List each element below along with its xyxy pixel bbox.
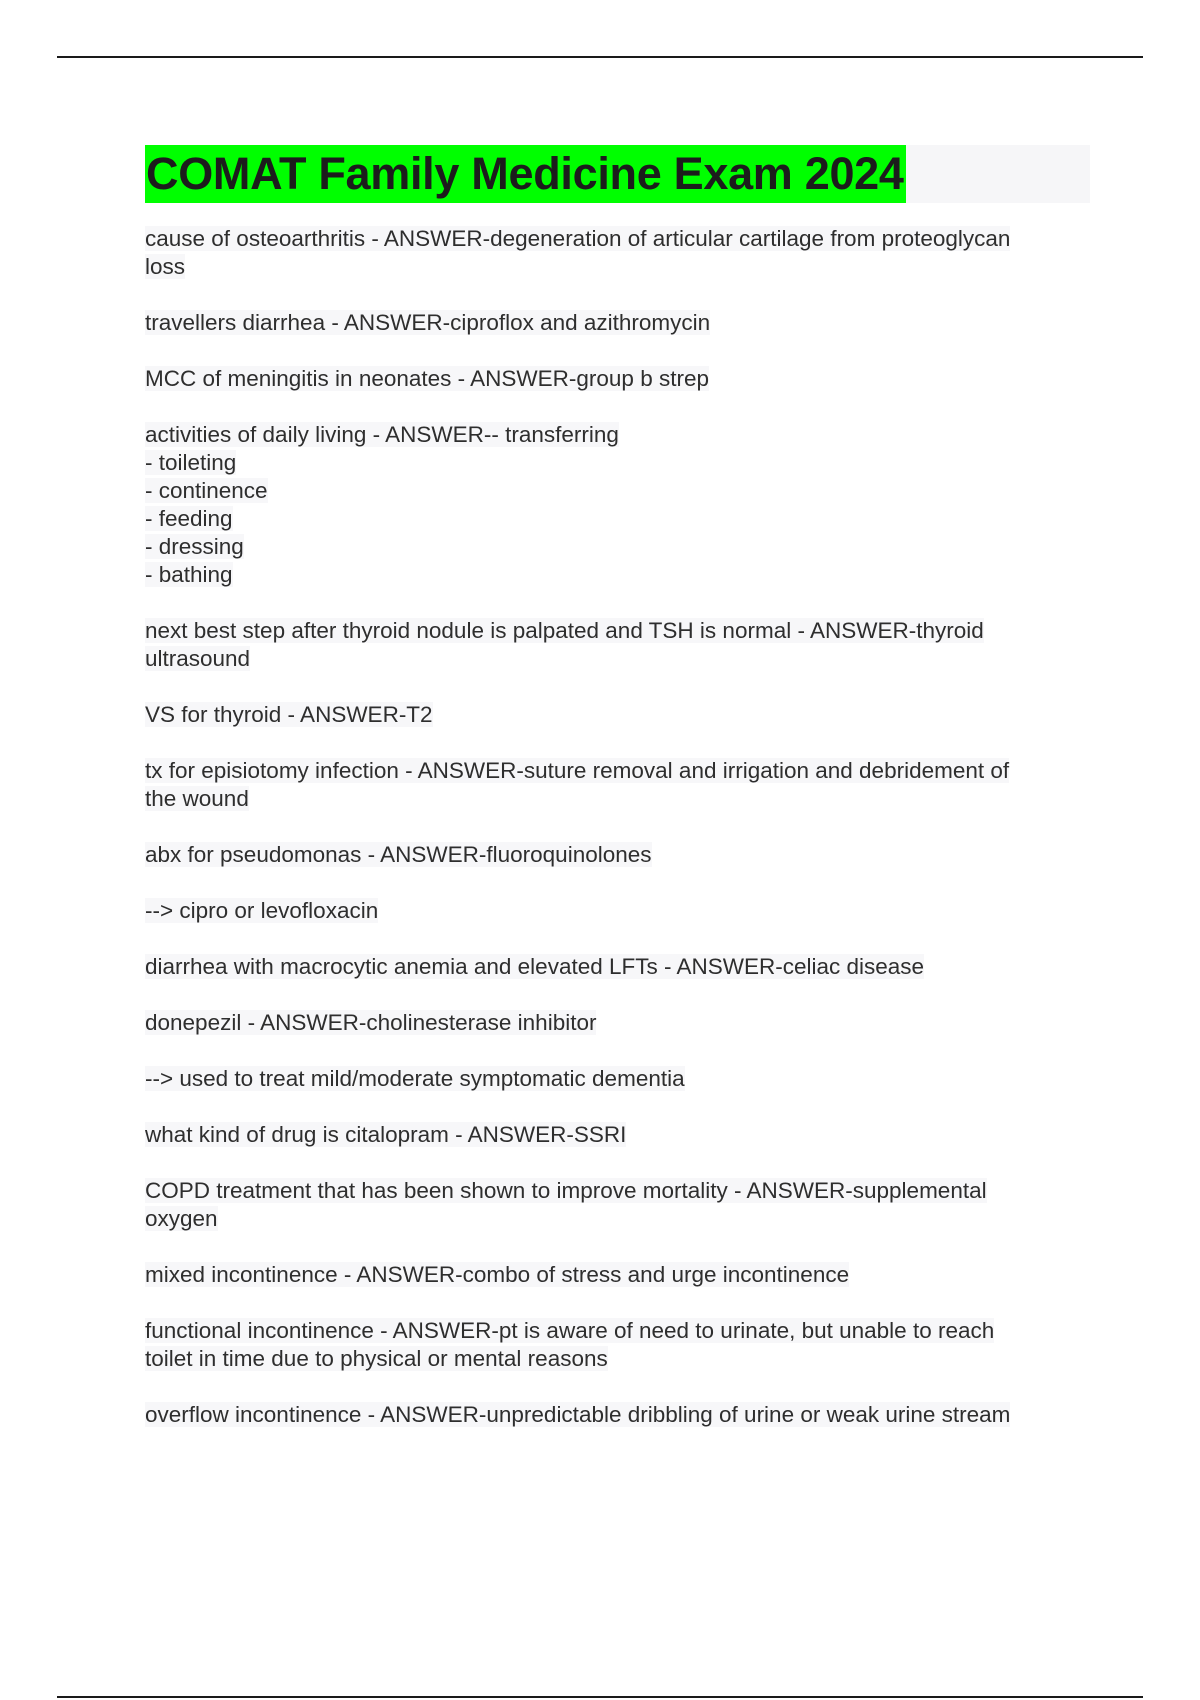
qa-item	[145, 757, 1090, 813]
qa-line-text: VS for thyroid - ANSWER-T2	[145, 702, 433, 727]
qa-item	[145, 225, 1090, 281]
qa-line-text: functional incontinence - ANSWER-pt is aware of need to urinate, but unable to reach	[145, 1318, 995, 1343]
qa-line-text: --> cipro or levofloxacin	[145, 898, 379, 923]
qa-line	[145, 253, 1090, 281]
top-divider	[57, 56, 1143, 58]
bottom-divider	[57, 1696, 1143, 1698]
qa-line-text: abx for pseudomonas - ANSWER-fluoroquinolones	[145, 842, 652, 867]
qa-line-text: what kind of drug is citalopram - ANSWER-SSRI	[145, 1122, 627, 1147]
qa-line	[145, 309, 1090, 337]
qa-line	[145, 365, 1090, 393]
qa-line	[145, 561, 1090, 589]
qa-line	[145, 533, 1090, 561]
qa-item	[145, 365, 1090, 393]
qa-line-text: tx for episiotomy infection - ANSWER-suture removal and irrigation and debridement of	[145, 758, 1010, 783]
qa-line-text: - dressing	[145, 534, 244, 559]
qa-line-text: loss	[145, 254, 186, 279]
qa-line	[145, 1401, 1090, 1429]
qa-line	[145, 785, 1090, 813]
title-block	[145, 145, 1090, 203]
qa-line	[145, 1065, 1090, 1093]
qa-line-text: ultrasound	[145, 646, 251, 671]
qa-line	[145, 1345, 1090, 1373]
qa-line	[145, 841, 1090, 869]
qa-line	[145, 477, 1090, 505]
qa-line	[145, 617, 1090, 645]
qa-line-text: mixed incontinence - ANSWER-combo of stress and urge incontinence	[145, 1262, 850, 1287]
qa-line	[145, 421, 1090, 449]
qa-item	[145, 1401, 1090, 1429]
qa-line	[145, 897, 1090, 925]
qa-line	[145, 1205, 1090, 1233]
qa-line-text: - toileting	[145, 450, 237, 475]
qa-line	[145, 449, 1090, 477]
document-content	[145, 145, 1090, 1457]
qa-item	[145, 1121, 1090, 1149]
qa-line	[145, 1121, 1090, 1149]
qa-line-text: cause of osteoarthritis - ANSWER-degeneration of articular cartilage from proteoglycan	[145, 226, 1011, 251]
qa-line	[145, 225, 1090, 253]
qa-item	[145, 897, 1090, 925]
qa-item	[145, 1317, 1090, 1373]
qa-item	[145, 617, 1090, 673]
qa-line-text: overflow incontinence - ANSWER-unpredictable dribbling of urine or weak urine stream	[145, 1402, 1011, 1427]
qa-line-text: toilet in time due to physical or mental reasons	[145, 1346, 608, 1371]
qa-line-text: - feeding	[145, 506, 233, 531]
qa-line	[145, 1177, 1090, 1205]
qa-line-text: COPD treatment that has been shown to improve mortality - ANSWER-supplemental	[145, 1178, 987, 1203]
qa-line-text: - bathing	[145, 562, 233, 587]
qa-item	[145, 701, 1090, 729]
qa-line	[145, 505, 1090, 533]
qa-line-text: - continence	[145, 478, 268, 503]
qa-line	[145, 1009, 1090, 1037]
qa-item	[145, 841, 1090, 869]
qa-line	[145, 1261, 1090, 1289]
qa-line-text: next best step after thyroid nodule is palpated and TSH is normal - ANSWER-thyroid	[145, 618, 984, 643]
qa-line-text: travellers diarrhea - ANSWER-ciproflox and azithromycin	[145, 310, 711, 335]
qa-item	[145, 421, 1090, 589]
qa-line-text: donepezil - ANSWER-cholinesterase inhibitor	[145, 1010, 597, 1035]
qa-line	[145, 701, 1090, 729]
qa-line	[145, 757, 1090, 785]
qa-line-text: --> used to treat mild/moderate symptomatic dementia	[145, 1066, 685, 1091]
qa-line	[145, 645, 1090, 673]
qa-item	[145, 1177, 1090, 1233]
qa-line-text: activities of daily living - ANSWER-- transferring	[145, 422, 619, 447]
document-title: COMAT Family Medicine Exam 2024	[145, 145, 906, 203]
qa-line	[145, 1317, 1090, 1345]
qa-line-text: the wound	[145, 786, 249, 811]
qa-item	[145, 953, 1090, 981]
qa-list	[145, 225, 1090, 1429]
qa-line-text: MCC of meningitis in neonates - ANSWER-group b strep	[145, 366, 709, 391]
qa-line-text: diarrhea with macrocytic anemia and elevated LFTs - ANSWER-celiac disease	[145, 954, 925, 979]
qa-line	[145, 953, 1090, 981]
qa-item	[145, 309, 1090, 337]
qa-item	[145, 1261, 1090, 1289]
qa-line-text: oxygen	[145, 1206, 218, 1231]
qa-item	[145, 1065, 1090, 1093]
qa-item	[145, 1009, 1090, 1037]
